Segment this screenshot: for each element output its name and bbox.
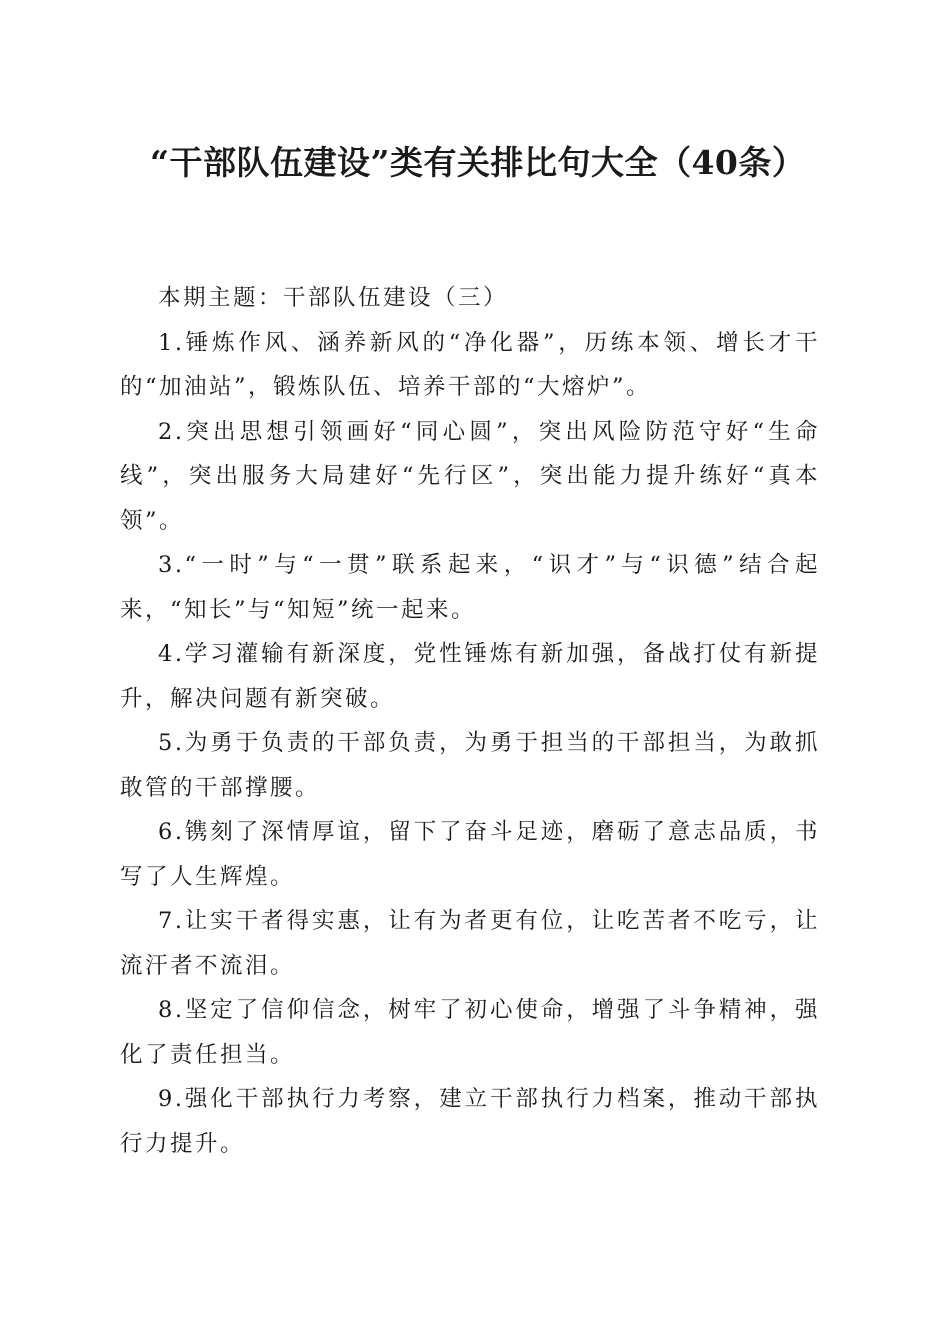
list-item: 3.“一时”与“一贯”联系起来，“识才”与“识德”结合起来，“知长”与“知短”统一起来。	[120, 552, 820, 623]
document-title: “干部队伍建设”类有关排比句大全（40条）	[150, 143, 806, 182]
list-item: 8.坚定了信仰信念，树牢了初心使命，增强了斗争精神，强化了责任担当。	[120, 997, 820, 1068]
list-item: 4.学习灌输有新深度，党性锤炼有新加强，备战打仗有新提升，解决问题有新突破。	[120, 641, 820, 712]
list-item: 9.强化干部执行力考察，建立干部执行力档案，推动干部执行力提升。	[120, 1086, 820, 1157]
theme-line: 本期主题：干部队伍建设（三）	[158, 285, 509, 311]
list-item: 6.镌刻了深情厚谊，留下了奋斗足迹，磨砺了意志品质，书写了人生辉煌。	[120, 819, 820, 890]
list-item: 7.让实干者得实惠，让有为者更有位，让吃苦者不吃亏，让流汗者不流泪。	[120, 908, 820, 979]
list-item: 1.锤炼作风、涵养新风的“净化器”，历练本领、增长才干的“加油站”，锻炼队伍、培养干部的“大熔炉”。	[120, 329, 820, 400]
list-item: 5.为勇于负责的干部负责，为勇于担当的干部担当，为敢抓敢管的干部撑腰。	[120, 730, 820, 801]
list-item: 2.突出思想引领画好“同心圆”，突出风险防范守好“生命线”，突出服务大局建好“先行区”，突出能力提升练好“真本领”。	[120, 418, 820, 534]
document-body	[120, 276, 820, 1166]
